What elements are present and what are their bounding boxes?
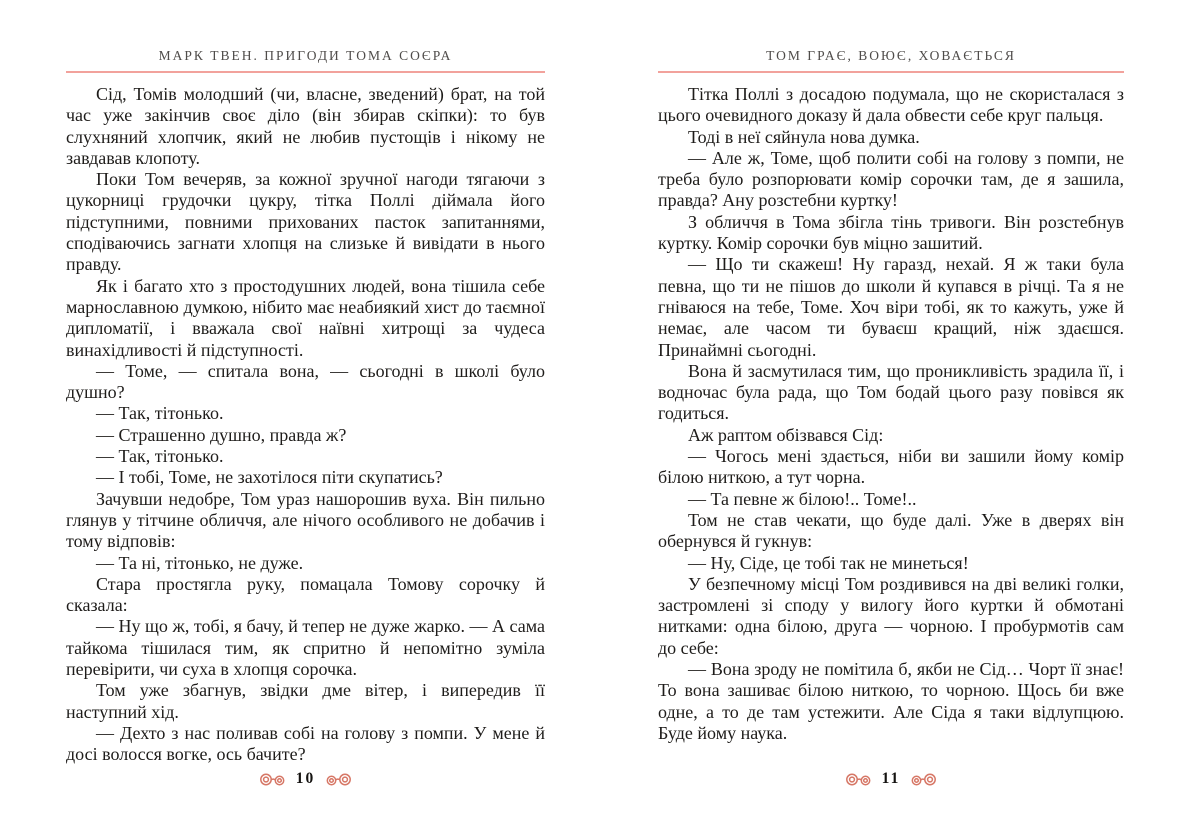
paragraph: Стара простягла руку, помацала Томову сорочку й сказала: [66, 573, 545, 616]
flourish-icon [845, 773, 873, 786]
paragraph: Як і багато хто з простодушних людей, вона тішила себе марнославною думкою, нібито має неабиякий хист до таємної дипломатії, і вважала свої наївні хитрощі за чудеса винахідливості й підступності. [66, 275, 545, 360]
flourish-icon [259, 773, 287, 786]
page-number-left: 10 [295, 770, 316, 787]
running-header-right: ТОМ ГРАЄ, ВОЮЄ, ХОВАЄТЬСЯ [658, 48, 1124, 73]
paragraph: — Що ти скажеш! Ну гаразд, нехай. Я ж таки була певна, що ти не пішов до школи й купався в річці. Та я не гніваюся на тебе, Томе. Хоч віри тобі, як то кажуть, уже й немає, але часом ти буваєш кращий, ніж здаєшся. Принаймні сьогодні. [658, 254, 1124, 360]
paragraph: У безпечному місці Том роздивився на дві великі голки, застромлені зі споду у вилогу його куртки й обмотані нитками: одна білою, друга — чорною. І пробурмотів сам до себе: [658, 573, 1124, 658]
page-text-right [658, 84, 1124, 744]
paragraph: Сід, Томів молодший (чи, власне, зведений) брат, на той час уже закінчив своє діло (він збирав скіпки): то був слухняний хлопчик, який не любив пустощів і нікому не завдавав клопоту. [66, 84, 545, 168]
book-page-right [658, 0, 1124, 828]
paragraph: — І тобі, Томе, не захотілося піти скупатись? [96, 467, 443, 488]
paragraph: — Так, тітонько. [96, 446, 224, 467]
paragraph: — Страшенно душно, правда ж? [96, 424, 347, 445]
paragraph: — Ну, Сіде, це тобі так не минеться! [688, 552, 969, 573]
paragraph: Тоді в неї сяйнула нова думка. [688, 126, 920, 147]
paragraph: — Томе, — спитала вона, — сьогодні в школі було душно? [66, 360, 545, 403]
paragraph: — Та певне ж білою!.. Томе!.. [688, 488, 917, 509]
paragraph: — Ну що ж, тобі, я бачу, й тепер не дуже жарко. — А сама тайкома тішилася тим, як спритно й непомітно зуміла перевірити, чи суха в хлопця сорочка. [66, 616, 545, 680]
paragraph: Аж раптом обізвався Сід: [688, 424, 884, 445]
running-header-left: МАРК ТВЕН. ПРИГОДИ ТОМА СОЄРА [66, 48, 545, 73]
paragraph: — Але ж, Томе, щоб полити собі на голову з помпи, не треба було розпорювати комір сорочки там, де я зашила, правда? Ану розстебни куртку! [658, 147, 1124, 211]
page-footer-right [658, 770, 1124, 788]
paragraph: — Дехто з нас поливав собі на голову з помпи. У мене й досі волосся вогке, ось бачите? [66, 722, 545, 765]
paragraph: Том не став чекати, що буде далі. Уже в дверях він обернувся й гукнув: [658, 509, 1124, 552]
paragraph: Тітка Поллі з досадою подумала, що не скористалася з цього очевидного доказу й дала обвести себе круг пальця. [658, 84, 1124, 126]
page-text-left [66, 84, 545, 766]
paragraph: Том уже збагнув, звідки дме вітер, і випередив її наступний хід. [66, 680, 545, 722]
paragraph: — Вона зроду не помітила б, якби не Сід… Чорт її знає! То вона зашиває білою ниткою, то чорною. Щось би вже одне, а то де там устежити. Але Сіда я таки відлупцюю. Буде йому наука. [658, 659, 1124, 743]
paragraph: Вона й засмутилася тим, що проникливість зрадила її, і водночас була рада, що Том бодай цього разу повівся як годиться. [658, 360, 1124, 424]
page-number-right: 11 [881, 770, 901, 787]
paragraph: — Чогось мені здається, ніби ви зашили йому комір білою ниткою, а тут чорна. [658, 446, 1124, 488]
flourish-icon [324, 773, 352, 786]
paragraph: — Так, тітонько. [96, 403, 224, 424]
book-page-left [66, 0, 545, 828]
paragraph: — Та ні, тітонько, не дуже. [96, 552, 304, 573]
page-footer-left [66, 770, 545, 788]
paragraph: Зачувши недобре, Том ураз нашорошив вуха. Він пильно глянув у тітчине обличчя, але нічого особливого не добачив і тому відповів: [66, 488, 545, 552]
flourish-icon [909, 773, 937, 786]
paragraph: Поки Том вечеряв, за кожної зручної нагоди тягаючи з цукорниці грудочки цукру, тітка Поллі діймала його підступними, повними прихованих пасток запитаннями, сподіваючись загнати хлопця на слизьке й вивідати в нього правду. [66, 169, 545, 275]
paragraph: З обличчя в Тома збігла тінь тривоги. Він розстебнув куртку. Комір сорочки був міцно зашитий. [658, 211, 1124, 254]
